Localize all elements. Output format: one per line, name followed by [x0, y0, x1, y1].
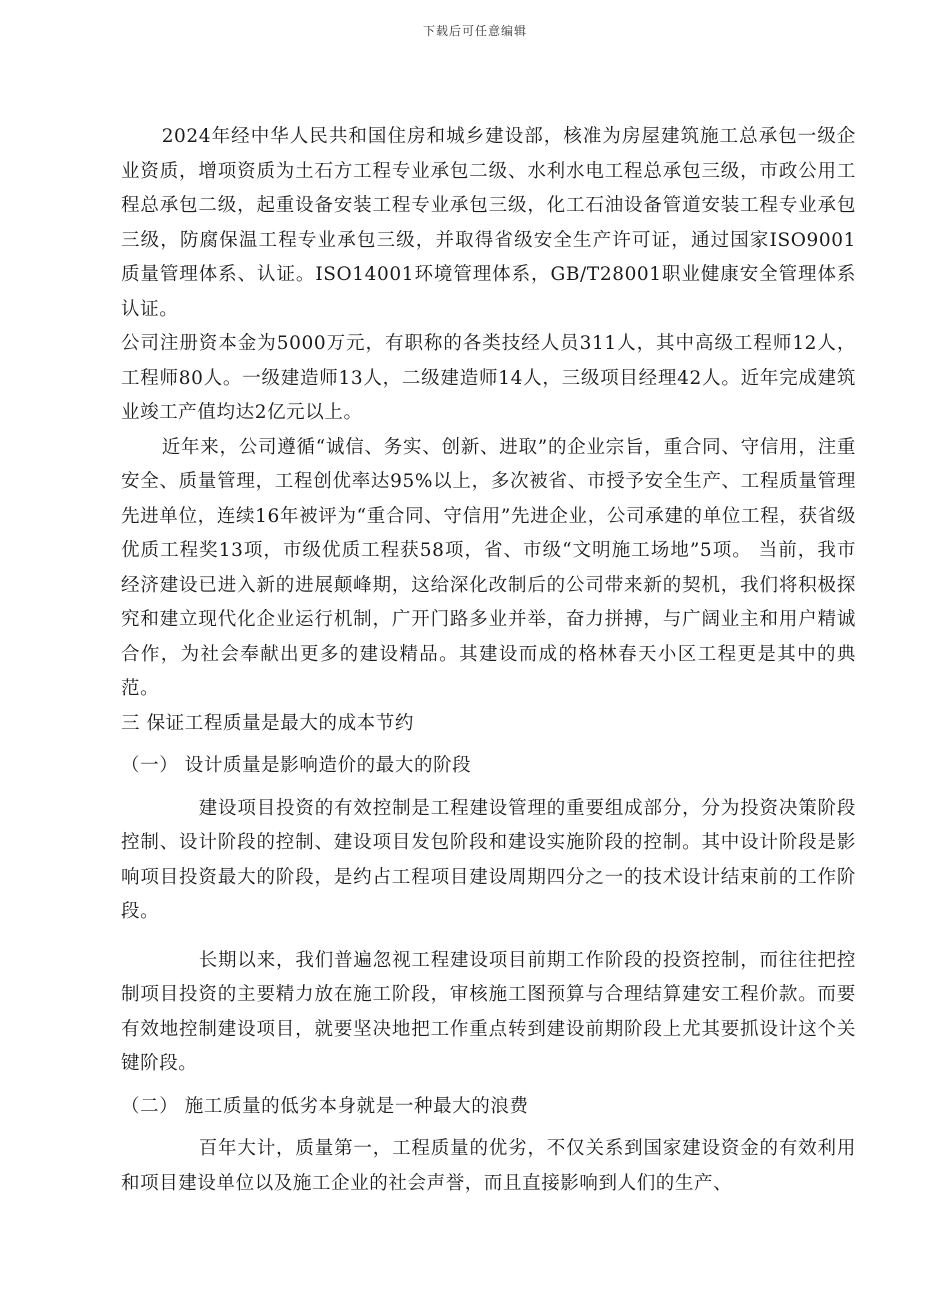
page-header: 下载后可任意编辑: [422, 24, 527, 38]
paragraph-company-record: 近年来，公司遵循“诚信、务实、创新、进取”的企业宗旨，重合同、守信用，注重安全、质量管理，工程创优率达95%以上，多次被省、市授予安全生产、工程质量管理先进单位，连续16年被评为“重合同、守信用”先进企业，公司承建的单位工程，获省级优质工程奖13项，市级优质工程获58项，省、市级“文明施工场地”5项。 当前，我市经济建设已进入新的进展颠峰期，这给深化改制后的公司带来新的契机，我们将积极探究和建立现代化企业运行机制，广开门路多业并举，奋力拼搏，与广阔业主和用户精诚合作，为社会奉献出更多的建设精品。其建设而成的格林春天小区工程更是其中的典范。: [121, 436, 856, 699]
subsection-heading-1: （一） 设计质量是影响造价的最大的阶段: [121, 755, 472, 776]
paragraph-design-stage: 建设项目投资的有效控制是工程建设管理的重要组成部分，分为投资决策阶段控制、设计阶段的控制、建设项目发包阶段和建设实施阶段的控制。其中设计阶段是影响项目投资最大的阶段，是约占工程项目建设周期四分之一的技术设计结束前的工作阶段。: [121, 797, 856, 922]
subsection-heading-2: （二） 施工质量的低劣本身就是一种最大的浪费: [121, 1095, 529, 1117]
document-body: [121, 120, 856, 1201]
paragraph-quality-first: 百年大计，质量第一，工程质量的优劣，不仅关系到国家建设资金的有效利用和项目建设单位以及施工企业的社会声誉，而且直接影响到人们的生产、: [121, 1138, 856, 1194]
section-heading-3: 三 保证工程质量是最大的成本节约: [121, 712, 414, 734]
paragraph-qualifications: 2024年经中华人民共和国住房和城乡建设部，核准为房屋建筑施工总承包一级企业资质，增项资质为土石方工程专业承包二级、水利水电工程总承包三级，市政公用工程总承包二级，起重设备安装工程专业承包三级，化工石油设备管道安装工程专业承包三级，防腐保温工程专业承包三级，并取得省级安全生产许可证，通过国家ISO9001质量管理体系、认证。ISO14001环境管理体系，GB/T28001职业健康安全管理体系认证。: [121, 126, 856, 320]
paragraph-capital: 公司注册资本金为5000万元，有职称的各类技经人员311人，其中高级工程师12人，工程师80人。一级建造师13人，二级建造师14人，三级项目经理42人。近年完成建筑业竣工产值均达2亿元以上。: [121, 333, 856, 423]
paragraph-investment-control: 长期以来，我们普遍忽视工程建设项目前期工作阶段的投资控制，而往往把控制项目投资的主要精力放在施工阶段，审核施工图预算与合理结算建安工程价款。而要有效地控制建设项目，就要坚决地把工作重点转到建设前期阶段上尤其要抓设计这个关键阶段。: [121, 949, 856, 1074]
